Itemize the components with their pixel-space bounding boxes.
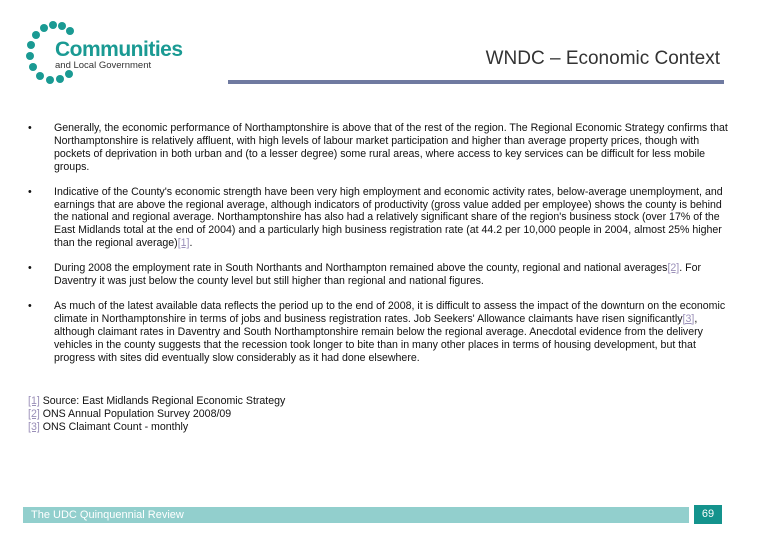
footnote (28, 395, 285, 408)
footnote (28, 421, 285, 434)
bullet-marker: • (28, 299, 32, 312)
footnote-link[interactable]: [1] (177, 237, 190, 250)
page-title: WNDC – Economic Context (485, 48, 720, 69)
footer-bar: The UDC Quinquennial Review (23, 507, 689, 523)
bullet-marker: • (28, 122, 32, 134)
footnote (28, 408, 285, 421)
footnote-link[interactable]: [3] (682, 312, 695, 325)
bullet-text-after: , although claimant rates in Daventry and South Northamptonshire remain below the regional average. Anecdotal evidence from the delivery vehicles in the county suggests that the recession took longer to bite than in many other places in terms of housing development, but that progress with sites did eventually slow considerably as it had done elsewhere. (54, 312, 703, 364)
bullet-text-after: . For Daventry it was just below the county level but still higher than regional and national figures. (54, 262, 702, 288)
bullet-marker: • (28, 262, 32, 275)
bullet-text: During 2008 the employment rate in South Northants and Northampton remained above the county, regional and national averages (54, 262, 668, 275)
footnote-text: ONS Annual Population Survey 2008/09 (39, 408, 232, 420)
bullet-item (28, 122, 732, 174)
footnote-link[interactable]: [2] (667, 262, 680, 275)
bullet-list (28, 122, 732, 377)
bullet-item (28, 186, 732, 251)
title-divider (228, 80, 724, 84)
footnote-text: Source: East Midlands Regional Economic Strategy (39, 395, 286, 407)
bullet-text: Indicative of the County's economic strength have been very high employment and economic activity rates, below-average unemployment, and earnings that are above the regional average, although indicators of productivity (gross value added per employee) shows the county is behind the national and regional average. Northamptonshire has also had a relatively significant share of the region's business stock (over 17% of the East Midlands total at the end of 2004) and a particularly high business registration rate (at 44.2 per 10,000 people in 2004, almost 25% higher than the regional average) (54, 185, 723, 250)
page-number: 69 (694, 505, 722, 524)
footnote-anchor[interactable]: [3] (28, 421, 40, 433)
logo-name: Communities (55, 38, 183, 61)
footnotes (28, 395, 285, 434)
footnote-anchor[interactable]: [1] (28, 395, 40, 407)
footnote-text: ONS Claimant Count - monthly (39, 421, 189, 433)
bullet-text: As much of the latest available data reflects the period up to the end of 2008, it is difficult to assess the impact of the downturn on the economic climate in Northamptonshire in terms of jobs and business registration rates. Job Seekers' Allowance claimants have risen significantly (54, 299, 726, 325)
bullet-item (28, 262, 732, 288)
bullet-item (28, 300, 732, 365)
logo-subtitle: and Local Government (55, 60, 152, 71)
bullet-text: Generally, the economic performance of Northamptonshire is above that of the rest of the region. The Regional Economic Strategy confirms that Northamptonshire is relatively affluent, with high levels of labour market participation and higher than average property prices, though with pockets of deprivation in both urban and (to a lesser degree) some rural areas, where access to key services can be difficult for less mobile groups. (54, 122, 728, 173)
bullet-text-after: . (189, 237, 193, 250)
footnote-anchor[interactable]: [2] (28, 408, 40, 420)
bullet-marker: • (28, 185, 32, 198)
